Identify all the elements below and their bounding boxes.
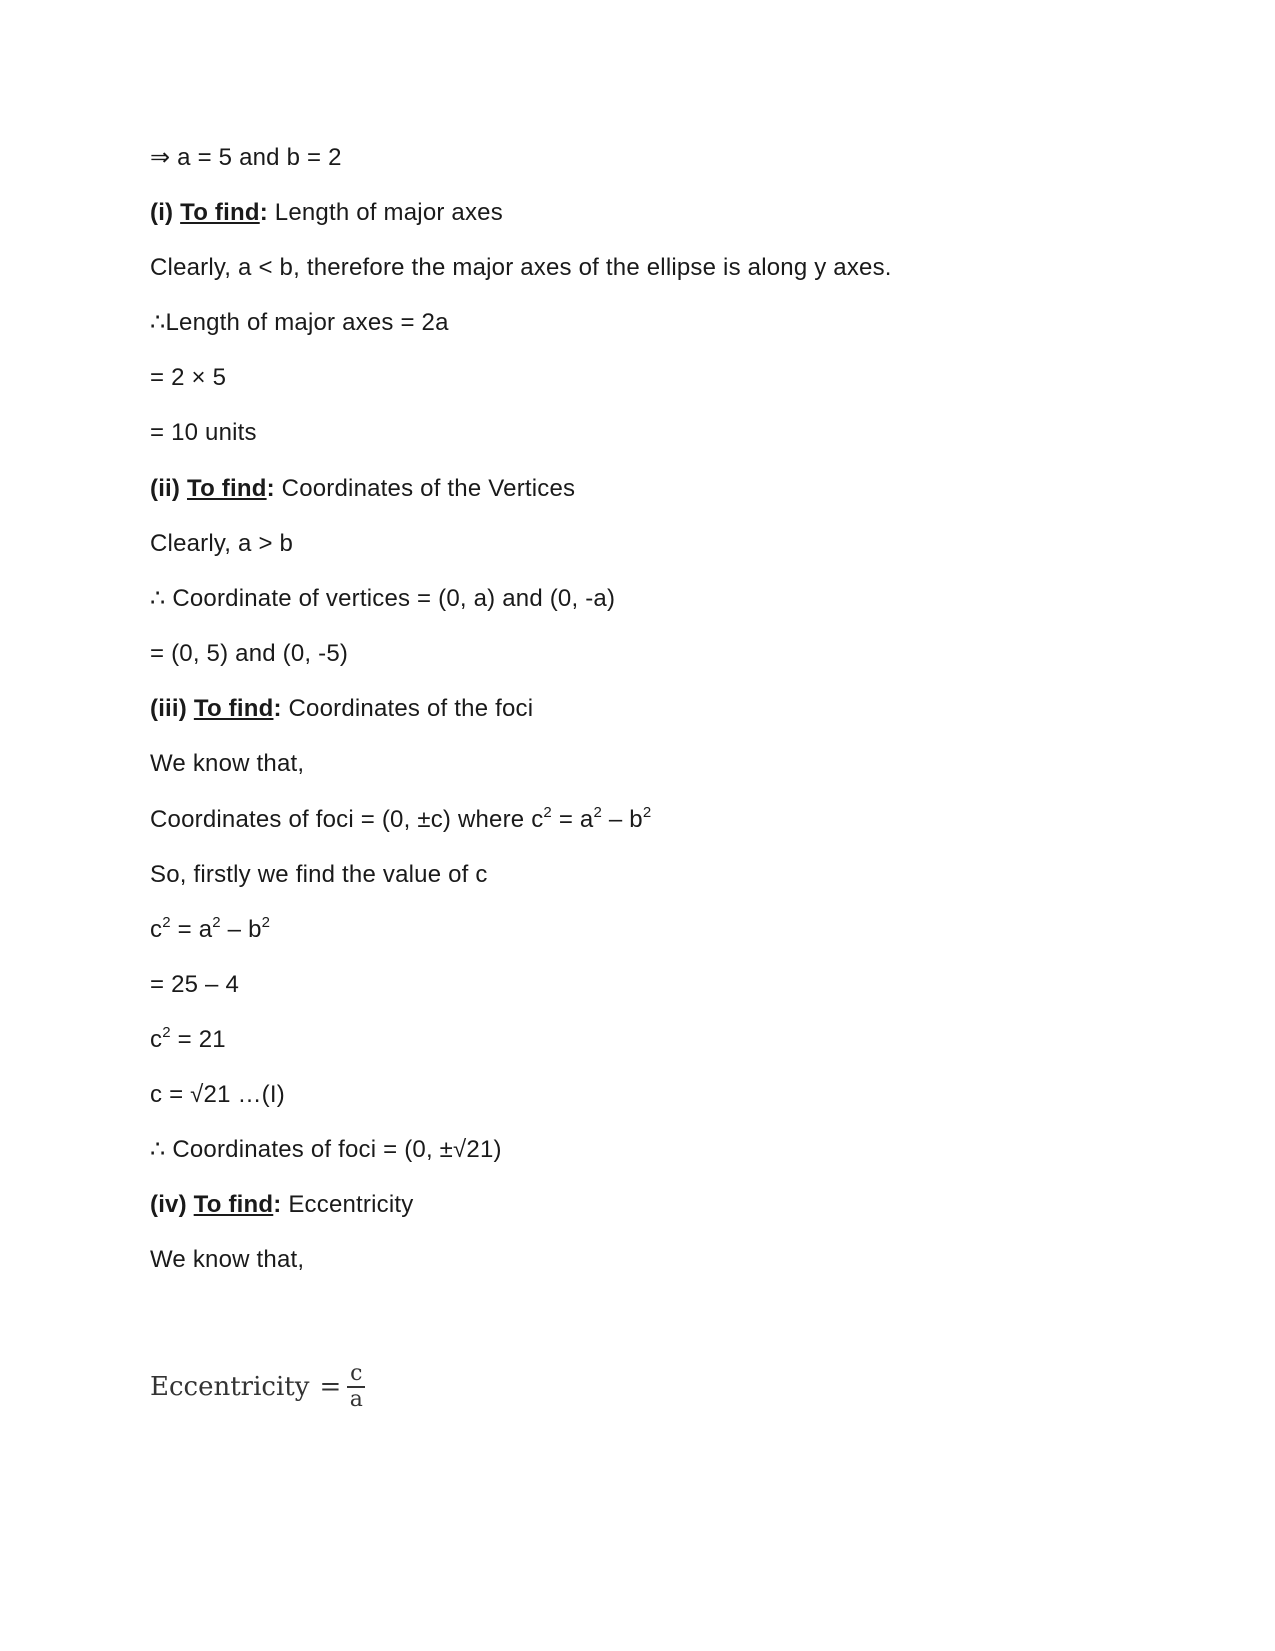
text-line-c-squared-value xyxy=(150,1025,226,1055)
text-segment: = 21 xyxy=(170,1026,226,1053)
text-line: ∴Length of major axes = 2a xyxy=(150,309,449,336)
superscript: 2 xyxy=(162,914,171,931)
heading-number: (iv) xyxy=(150,1191,194,1218)
text-line-c-squared xyxy=(150,915,270,945)
heading-colon: : xyxy=(266,475,275,502)
fraction-numerator: c xyxy=(350,1361,363,1386)
superscript: 2 xyxy=(212,914,221,931)
text-line: We know that, xyxy=(150,1246,305,1273)
text-line: = (0, 5) and (0, -5) xyxy=(150,640,349,667)
section-heading-iii xyxy=(150,694,533,724)
text-line: = 25 – 4 xyxy=(150,971,240,998)
text-segment: – b xyxy=(220,916,262,943)
superscript: 2 xyxy=(261,914,271,931)
heading-text: Eccentricity xyxy=(281,1191,414,1218)
heading-number: (iii) xyxy=(150,695,194,722)
heading-text: Coordinates of the Vertices xyxy=(274,475,576,502)
heading-colon: : xyxy=(273,1191,282,1218)
heading-number: (i) xyxy=(150,199,181,226)
section-heading-iv xyxy=(150,1190,413,1220)
heading-text: Length of major axes xyxy=(267,199,503,226)
text-segment: c xyxy=(150,1026,163,1053)
text-segment: = a xyxy=(551,806,594,833)
heading-text: Coordinates of the foci xyxy=(281,695,534,722)
heading-keyword: To find xyxy=(193,695,274,722)
superscript: 2 xyxy=(642,804,652,821)
text-line: c = √21 …(I) xyxy=(150,1081,285,1108)
formula-label: Eccentricity xyxy=(150,1372,310,1402)
text-segment: – b xyxy=(602,806,643,833)
fraction-denominator: a xyxy=(349,1387,363,1412)
text-line: ∴ Coordinates of foci = (0, ±√21) xyxy=(150,1136,502,1163)
text-segment: Coordinates of foci = (0, ±c) where c xyxy=(150,806,544,833)
section-heading-ii xyxy=(150,474,575,504)
text-line-foci-formula xyxy=(150,805,651,835)
section-heading-i xyxy=(150,198,503,228)
heading-keyword: To find xyxy=(180,199,260,226)
text-line: ∴ Coordinate of vertices = (0, a) and (0, -a) xyxy=(150,585,616,612)
superscript: 2 xyxy=(593,804,602,821)
heading-keyword: To find xyxy=(187,475,267,502)
text-segment: c xyxy=(150,916,163,943)
heading-number: (ii) xyxy=(150,475,187,502)
text-line: = 10 units xyxy=(150,419,257,446)
heading-keyword: To find xyxy=(193,1191,274,1218)
fraction xyxy=(347,1362,365,1412)
text-line: ⇒ a = 5 and b = 2 xyxy=(150,144,342,171)
superscript: 2 xyxy=(162,1024,171,1041)
text-line: Clearly, a > b xyxy=(150,530,294,557)
text-line: Clearly, a < b, therefore the major axes of the ellipse is along y axes. xyxy=(150,254,892,281)
text-line: We know that, xyxy=(150,750,305,777)
eccentricity-formula xyxy=(150,1362,365,1412)
text-line: = 2 × 5 xyxy=(150,364,227,391)
heading-colon: : xyxy=(259,199,268,226)
formula-equals: = xyxy=(319,1372,342,1402)
superscript: 2 xyxy=(543,804,552,821)
heading-colon: : xyxy=(273,695,282,722)
text-segment: = a xyxy=(170,916,213,943)
text-line: So, firstly we find the value of c xyxy=(150,861,488,888)
